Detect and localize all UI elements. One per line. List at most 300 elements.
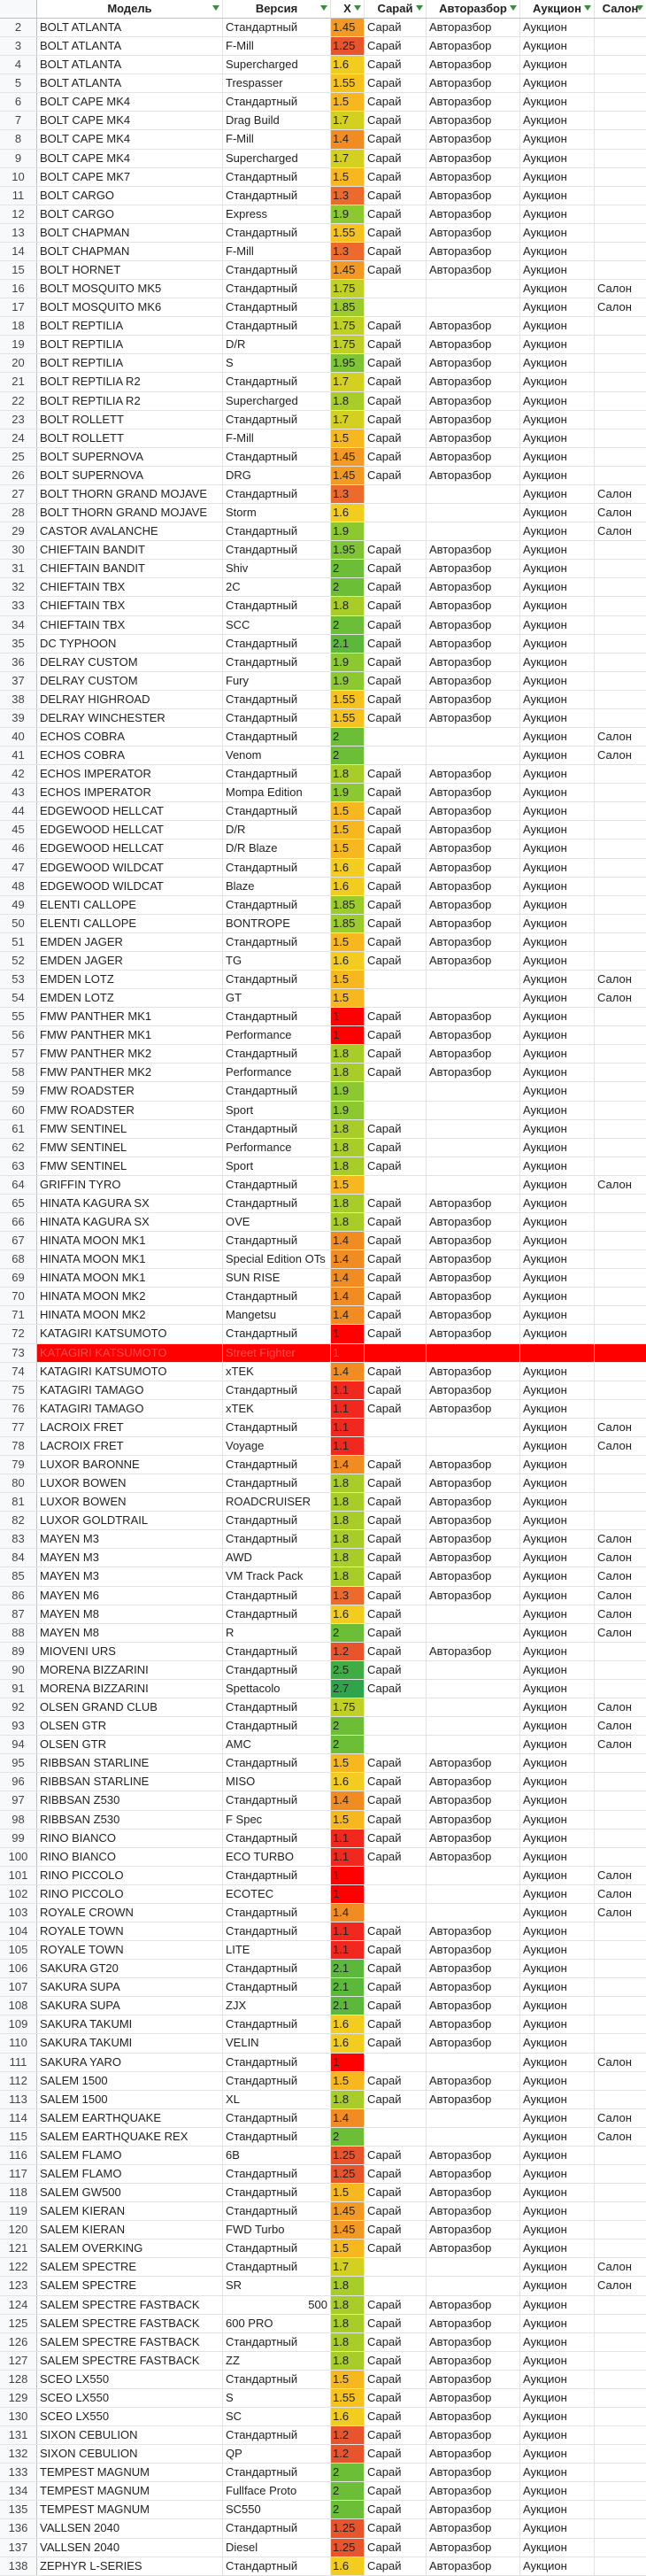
model-cell[interactable]: CHIEFTAIN TBX bbox=[37, 578, 223, 596]
salon-cell[interactable] bbox=[595, 878, 646, 895]
model-cell[interactable]: EDGEWOOD HELLCAT bbox=[37, 839, 223, 857]
x-cell[interactable]: 2.1 bbox=[331, 1960, 365, 1977]
salon-cell[interactable] bbox=[595, 467, 646, 484]
model-cell[interactable]: EMDEN JAGER bbox=[37, 933, 223, 951]
table-row[interactable] bbox=[0, 37, 646, 56]
row-number[interactable]: 112 bbox=[0, 2072, 37, 2090]
saray-cell[interactable]: Сарай bbox=[365, 1605, 427, 1623]
table-row[interactable] bbox=[0, 2501, 646, 2519]
saray-cell[interactable] bbox=[365, 1102, 427, 1119]
saray-cell[interactable]: Сарай bbox=[365, 2147, 427, 2164]
x-cell[interactable]: 1.8 bbox=[331, 2315, 365, 2332]
row-number[interactable]: 28 bbox=[0, 504, 37, 522]
version-cell[interactable]: VELIN bbox=[223, 2034, 331, 2052]
row-number[interactable]: 101 bbox=[0, 1867, 37, 1884]
x-cell[interactable]: 1.1 bbox=[331, 1941, 365, 1959]
razbor-cell[interactable] bbox=[427, 1624, 520, 1642]
saray-cell[interactable]: Сарай bbox=[365, 1549, 427, 1566]
salon-cell[interactable] bbox=[595, 93, 646, 111]
version-cell[interactable]: Стандартный bbox=[223, 709, 331, 727]
salon-cell[interactable]: Салон bbox=[597, 2110, 632, 2124]
razbor-cell[interactable]: Авторазбор bbox=[427, 839, 520, 857]
table-row[interactable] bbox=[0, 2147, 646, 2165]
saray-cell[interactable]: Сарай bbox=[365, 2072, 427, 2090]
saray-cell[interactable]: Сарай bbox=[365, 635, 427, 653]
razbor-cell[interactable]: Авторазбор bbox=[427, 1791, 520, 1809]
x-cell[interactable]: 1.8 bbox=[331, 1530, 365, 1548]
version-cell[interactable]: Стандартный bbox=[223, 859, 331, 877]
x-cell[interactable]: 1.5 bbox=[331, 93, 365, 111]
saray-cell[interactable]: Сарай bbox=[365, 2539, 427, 2557]
version-cell[interactable]: Стандартный bbox=[223, 1456, 331, 1474]
row-number[interactable]: 26 bbox=[0, 467, 37, 484]
filter-icon[interactable] bbox=[636, 5, 643, 11]
table-row[interactable] bbox=[0, 2389, 646, 2408]
x-cell[interactable]: 1.1 bbox=[331, 1922, 365, 1940]
auction-cell[interactable]: Аукцион bbox=[520, 933, 595, 951]
version-cell[interactable]: Fullface Proto bbox=[223, 2482, 331, 2500]
salon-cell[interactable] bbox=[595, 1456, 646, 1474]
razbor-cell[interactable] bbox=[427, 298, 520, 316]
model-cell[interactable]: BOLT HORNET bbox=[37, 261, 223, 279]
row-number[interactable]: 45 bbox=[0, 821, 37, 839]
table-row[interactable] bbox=[0, 1624, 646, 1643]
table-row[interactable] bbox=[0, 2165, 646, 2184]
table-row[interactable] bbox=[0, 541, 646, 560]
razbor-cell[interactable]: Авторазбор bbox=[427, 802, 520, 820]
table-row[interactable] bbox=[0, 2539, 646, 2557]
version-cell[interactable]: Shiv bbox=[223, 560, 331, 577]
auction-cell[interactable]: Аукцион bbox=[520, 2258, 595, 2276]
salon-cell[interactable] bbox=[595, 839, 646, 857]
auction-cell[interactable]: Аукцион bbox=[520, 1512, 595, 1529]
model-cell[interactable]: LUXOR BARONNE bbox=[37, 1456, 223, 1474]
table-row[interactable] bbox=[0, 597, 646, 615]
saray-cell[interactable]: Сарай bbox=[365, 1791, 427, 1809]
x-cell[interactable]: 1.8 bbox=[331, 1120, 365, 1138]
auction-cell[interactable]: Аукцион bbox=[520, 2426, 595, 2444]
model-cell[interactable]: FMW PANTHER MK2 bbox=[37, 1064, 223, 1081]
razbor-cell[interactable]: Авторазбор bbox=[427, 1549, 520, 1566]
row-number[interactable]: 133 bbox=[0, 2464, 37, 2481]
version-cell[interactable]: Стандартный bbox=[223, 2128, 331, 2146]
table-row[interactable] bbox=[0, 989, 646, 1008]
version-cell[interactable]: Sport bbox=[223, 1102, 331, 1119]
model-cell[interactable]: OLSEN GTR bbox=[37, 1717, 223, 1735]
razbor-cell[interactable]: Авторазбор bbox=[427, 2519, 520, 2537]
razbor-cell[interactable]: Авторазбор bbox=[427, 373, 520, 391]
row-number[interactable]: 48 bbox=[0, 878, 37, 895]
row-number[interactable]: 110 bbox=[0, 2034, 37, 2052]
x-cell[interactable]: 2.5 bbox=[331, 1661, 365, 1679]
razbor-cell[interactable]: Авторазбор bbox=[427, 1587, 520, 1605]
model-cell[interactable]: BOLT CAPE MK4 bbox=[37, 150, 223, 167]
x-cell[interactable]: 1.8 bbox=[331, 1493, 365, 1511]
table-row[interactable] bbox=[0, 1139, 646, 1157]
salon-cell[interactable] bbox=[595, 2221, 646, 2239]
row-number[interactable]: 52 bbox=[0, 952, 37, 970]
auction-cell[interactable]: Аукцион bbox=[520, 2015, 595, 2033]
row-number[interactable]: 84 bbox=[0, 1549, 37, 1566]
x-cell[interactable]: 1.8 bbox=[331, 1474, 365, 1492]
row-number[interactable]: 122 bbox=[0, 2258, 37, 2276]
salon-cell[interactable] bbox=[595, 261, 646, 279]
version-cell[interactable]: Стандартный bbox=[223, 2239, 331, 2257]
salon-cell[interactable] bbox=[595, 560, 646, 577]
saray-cell[interactable]: Сарай bbox=[365, 168, 427, 186]
table-row[interactable] bbox=[0, 1904, 646, 1922]
x-cell[interactable]: 1.5 bbox=[331, 839, 365, 857]
saray-cell[interactable]: Сарай bbox=[365, 1008, 427, 1025]
auction-cell[interactable]: Аукцион bbox=[520, 1997, 595, 2015]
auction-cell[interactable]: Аукцион bbox=[520, 728, 595, 746]
model-cell[interactable]: HINATA MOON MK2 bbox=[37, 1306, 223, 1324]
salon-cell[interactable]: Салон bbox=[597, 991, 632, 1005]
row-number[interactable]: 9 bbox=[0, 150, 37, 167]
row-number[interactable]: 70 bbox=[0, 1288, 37, 1305]
saray-cell[interactable]: Сарай bbox=[365, 243, 427, 260]
table-row[interactable] bbox=[0, 522, 646, 541]
auction-cell[interactable]: Аукцион bbox=[520, 859, 595, 877]
model-cell[interactable]: SALEM 1500 bbox=[37, 2091, 223, 2108]
auction-cell[interactable]: Аукцион bbox=[520, 373, 595, 391]
razbor-cell[interactable]: Авторазбор bbox=[427, 205, 520, 223]
model-cell[interactable]: HINATA KAGURA SX bbox=[37, 1213, 223, 1231]
version-cell[interactable]: 6B bbox=[223, 2147, 331, 2164]
x-cell[interactable]: 1.25 bbox=[331, 2539, 365, 2557]
salon-cell[interactable] bbox=[595, 2557, 646, 2575]
salon-cell[interactable] bbox=[595, 1120, 646, 1138]
salon-cell[interactable]: Салон bbox=[597, 1700, 632, 1714]
x-cell[interactable]: 1.6 bbox=[331, 878, 365, 895]
razbor-cell[interactable]: Авторазбор bbox=[427, 1997, 520, 2015]
saray-cell[interactable]: Сарай bbox=[365, 1643, 427, 1660]
razbor-cell[interactable]: Авторазбор bbox=[427, 952, 520, 970]
x-cell[interactable]: 1.25 bbox=[331, 2165, 365, 2183]
table-row[interactable] bbox=[0, 672, 646, 691]
model-cell[interactable]: BOLT CAPE MK4 bbox=[37, 112, 223, 129]
model-cell[interactable]: MORENA BIZZARINI bbox=[37, 1661, 223, 1679]
model-cell[interactable]: SALEM EARTHQUAKE bbox=[37, 2109, 223, 2127]
saray-cell[interactable] bbox=[365, 1736, 427, 1753]
model-cell[interactable]: SALEM GW500 bbox=[37, 2184, 223, 2201]
row-number[interactable]: 23 bbox=[0, 411, 37, 429]
x-cell[interactable]: 1.5 bbox=[331, 821, 365, 839]
model-cell[interactable]: BOLT ROLLETT bbox=[37, 411, 223, 429]
auction-cell[interactable]: Аукцион bbox=[520, 560, 595, 577]
row-number[interactable]: 31 bbox=[0, 560, 37, 577]
model-cell[interactable]: SCEO LX550 bbox=[37, 2371, 223, 2388]
x-cell[interactable]: 1.8 bbox=[331, 1549, 365, 1566]
razbor-cell[interactable] bbox=[427, 1120, 520, 1138]
x-cell[interactable]: 1.8 bbox=[331, 1064, 365, 1081]
razbor-cell[interactable] bbox=[427, 1605, 520, 1623]
version-cell[interactable]: SR bbox=[223, 2277, 331, 2294]
auction-cell[interactable]: Аукцион bbox=[520, 2371, 595, 2388]
row-number[interactable]: 58 bbox=[0, 1064, 37, 1081]
header-salon[interactable]: Салон bbox=[595, 0, 646, 18]
salon-cell[interactable] bbox=[595, 2296, 646, 2314]
version-cell[interactable]: Performance bbox=[223, 1139, 331, 1156]
model-cell[interactable]: LACROIX FRET bbox=[37, 1437, 223, 1455]
auction-cell[interactable]: Аукцион bbox=[520, 522, 595, 540]
model-cell[interactable]: FMW PANTHER MK1 bbox=[37, 1026, 223, 1044]
saray-cell[interactable]: Сарай bbox=[365, 915, 427, 932]
version-cell[interactable]: D/R bbox=[223, 336, 331, 353]
version-cell[interactable]: Стандартный bbox=[223, 1195, 331, 1212]
row-number[interactable]: 131 bbox=[0, 2426, 37, 2444]
salon-cell[interactable] bbox=[595, 1269, 646, 1287]
razbor-cell[interactable]: Авторазбор bbox=[427, 2464, 520, 2481]
saray-cell[interactable]: Сарай bbox=[365, 74, 427, 92]
razbor-cell[interactable]: Авторазбор bbox=[427, 1400, 520, 1418]
saray-cell[interactable]: Сарай bbox=[365, 765, 427, 783]
salon-cell[interactable] bbox=[595, 821, 646, 839]
x-cell[interactable]: 1.5 bbox=[331, 1754, 365, 1772]
table-row[interactable] bbox=[0, 1512, 646, 1530]
saray-cell[interactable]: Сарай bbox=[365, 1680, 427, 1698]
version-cell[interactable]: Trespasser bbox=[223, 74, 331, 92]
x-cell[interactable]: 1.7 bbox=[331, 373, 365, 391]
auction-cell[interactable]: Аукцион bbox=[520, 2109, 595, 2127]
table-row[interactable] bbox=[0, 168, 646, 187]
saray-cell[interactable] bbox=[365, 728, 427, 746]
auction-cell[interactable]: Аукцион bbox=[520, 93, 595, 111]
razbor-cell[interactable]: Авторазбор bbox=[427, 1978, 520, 1996]
row-number[interactable]: 40 bbox=[0, 728, 37, 746]
row-number[interactable]: 46 bbox=[0, 839, 37, 857]
salon-cell[interactable] bbox=[595, 187, 646, 205]
razbor-cell[interactable]: Авторазбор bbox=[427, 821, 520, 839]
x-cell[interactable]: 1.7 bbox=[331, 150, 365, 167]
auction-cell[interactable]: Аукцион bbox=[520, 37, 595, 55]
saray-cell[interactable]: Сарай bbox=[365, 1288, 427, 1305]
saray-cell[interactable]: Сарай bbox=[365, 392, 427, 410]
model-cell[interactable]: SALEM SPECTRE FASTBACK bbox=[37, 2333, 223, 2351]
model-cell[interactable]: ECHOS IMPERATOR bbox=[37, 784, 223, 801]
saray-cell[interactable]: Сарай bbox=[365, 784, 427, 801]
model-cell[interactable]: EMDEN JAGER bbox=[37, 952, 223, 970]
version-cell[interactable]: Supercharged bbox=[223, 150, 331, 167]
auction-cell[interactable]: Аукцион bbox=[520, 2389, 595, 2407]
x-cell[interactable]: 1.55 bbox=[331, 691, 365, 708]
salon-cell[interactable] bbox=[595, 2408, 646, 2425]
razbor-cell[interactable]: Авторазбор bbox=[427, 261, 520, 279]
version-cell[interactable]: Стандартный bbox=[223, 1120, 331, 1138]
model-cell[interactable]: DC TYPHOON bbox=[37, 635, 223, 653]
saray-cell[interactable]: Сарай bbox=[365, 1456, 427, 1474]
saray-cell[interactable] bbox=[365, 522, 427, 540]
x-cell[interactable]: 2 bbox=[331, 1736, 365, 1753]
razbor-cell[interactable] bbox=[427, 1157, 520, 1175]
model-cell[interactable]: ZEPHYR L-SERIES bbox=[37, 2557, 223, 2575]
auction-cell[interactable]: Аукцион bbox=[520, 1400, 595, 1418]
salon-cell[interactable]: Салон bbox=[597, 1905, 632, 1919]
model-cell[interactable]: SALEM KIERAN bbox=[37, 2202, 223, 2220]
saray-cell[interactable]: Сарай bbox=[365, 373, 427, 391]
salon-cell[interactable] bbox=[595, 635, 646, 653]
table-row[interactable] bbox=[0, 298, 646, 317]
model-cell[interactable]: BOLT REPTILIA R2 bbox=[37, 373, 223, 391]
salon-cell[interactable] bbox=[595, 1195, 646, 1212]
saray-cell[interactable]: Сарай bbox=[365, 1381, 427, 1399]
table-row[interactable] bbox=[0, 1250, 646, 1269]
table-row[interactable] bbox=[0, 373, 646, 391]
model-cell[interactable]: RIBBSAN Z530 bbox=[37, 1811, 223, 1829]
version-cell[interactable]: Стандартный bbox=[223, 2426, 331, 2444]
model-cell[interactable]: ROYALE CROWN bbox=[37, 1904, 223, 1922]
x-cell[interactable]: 1.9 bbox=[331, 784, 365, 801]
razbor-cell[interactable]: Авторазбор bbox=[427, 2072, 520, 2090]
salon-cell[interactable] bbox=[595, 354, 646, 372]
saray-cell[interactable]: Сарай bbox=[365, 2239, 427, 2257]
x-cell[interactable]: 1.5 bbox=[331, 2371, 365, 2388]
auction-cell[interactable]: Аукцион bbox=[520, 1195, 595, 1212]
model-cell[interactable]: FMW SENTINEL bbox=[37, 1120, 223, 1138]
salon-cell[interactable] bbox=[595, 37, 646, 55]
auction-cell[interactable]: Аукцион bbox=[520, 243, 595, 260]
razbor-cell[interactable]: Авторазбор bbox=[427, 1008, 520, 1025]
table-row[interactable] bbox=[0, 1400, 646, 1419]
model-cell[interactable]: BOLT REPTILIA bbox=[37, 336, 223, 353]
table-row[interactable] bbox=[0, 709, 646, 728]
razbor-cell[interactable]: Авторазбор bbox=[427, 392, 520, 410]
model-cell[interactable]: SAKURA TAKUMI bbox=[37, 2015, 223, 2033]
x-cell[interactable]: 1.8 bbox=[331, 2352, 365, 2370]
model-cell[interactable]: ELENTI CALLOPE bbox=[37, 915, 223, 932]
table-row[interactable] bbox=[0, 1830, 646, 1848]
saray-cell[interactable]: Сарай bbox=[365, 1064, 427, 1081]
razbor-cell[interactable] bbox=[427, 280, 520, 298]
x-cell[interactable]: 1.75 bbox=[331, 317, 365, 335]
model-cell[interactable]: SAKURA SUPA bbox=[37, 1997, 223, 2015]
x-cell[interactable]: 1.4 bbox=[331, 2109, 365, 2127]
saray-cell[interactable] bbox=[365, 280, 427, 298]
row-number[interactable]: 34 bbox=[0, 616, 37, 634]
x-cell[interactable]: 1.5 bbox=[331, 989, 365, 1007]
razbor-cell[interactable] bbox=[427, 1176, 520, 1194]
table-row[interactable] bbox=[0, 1848, 646, 1867]
version-cell[interactable]: F-Mill bbox=[223, 429, 331, 447]
model-cell[interactable]: DELRAY CUSTOM bbox=[37, 672, 223, 690]
table-row[interactable] bbox=[0, 1157, 646, 1176]
row-number[interactable]: 137 bbox=[0, 2539, 37, 2557]
model-cell[interactable]: BOLT THORN GRAND MOJAVE bbox=[37, 485, 223, 503]
x-cell[interactable]: 2.7 bbox=[331, 1680, 365, 1698]
version-cell[interactable]: Стандартный bbox=[223, 1325, 331, 1342]
model-cell[interactable]: BOLT ATLANTA bbox=[37, 19, 223, 36]
salon-cell[interactable] bbox=[595, 859, 646, 877]
table-row[interactable] bbox=[0, 1717, 646, 1736]
table-row[interactable] bbox=[0, 392, 646, 411]
salon-cell[interactable]: Салон bbox=[597, 971, 632, 986]
salon-cell[interactable] bbox=[595, 616, 646, 634]
x-cell[interactable]: 1.6 bbox=[331, 1605, 365, 1623]
x-cell[interactable]: 1.95 bbox=[331, 541, 365, 559]
version-cell[interactable]: Special Edition OTs bbox=[223, 1250, 331, 1268]
auction-cell[interactable]: Аукцион bbox=[520, 2519, 595, 2537]
table-row[interactable] bbox=[0, 2128, 646, 2147]
razbor-cell[interactable]: Авторазбор bbox=[427, 2239, 520, 2257]
model-cell[interactable]: SALEM 1500 bbox=[37, 2072, 223, 2090]
saray-cell[interactable]: Сарай bbox=[365, 1026, 427, 1044]
razbor-cell[interactable] bbox=[427, 1344, 520, 1362]
auction-cell[interactable]: Аукцион bbox=[520, 280, 595, 298]
x-cell[interactable]: 1.75 bbox=[331, 1698, 365, 1716]
x-cell[interactable]: 1.7 bbox=[331, 112, 365, 129]
version-cell[interactable]: SCC bbox=[223, 616, 331, 634]
salon-cell[interactable]: Салон bbox=[597, 1177, 632, 1191]
table-row[interactable] bbox=[0, 2557, 646, 2576]
table-row[interactable] bbox=[0, 130, 646, 149]
saray-cell[interactable]: Сарай bbox=[365, 654, 427, 671]
razbor-cell[interactable] bbox=[427, 504, 520, 522]
auction-cell[interactable]: Аукцион bbox=[520, 1736, 595, 1753]
razbor-cell[interactable]: Авторазбор bbox=[427, 1773, 520, 1791]
model-cell[interactable]: BOLT ROLLETT bbox=[37, 429, 223, 447]
version-cell[interactable]: Mangetsu bbox=[223, 1306, 331, 1324]
version-cell[interactable]: Стандартный bbox=[223, 1587, 331, 1605]
filter-icon[interactable] bbox=[354, 5, 361, 11]
table-row[interactable] bbox=[0, 1008, 646, 1026]
row-number[interactable]: 63 bbox=[0, 1157, 37, 1175]
model-cell[interactable]: KATAGIRI KATSUMOTO bbox=[37, 1325, 223, 1342]
saray-cell[interactable]: Сарай bbox=[365, 1830, 427, 1847]
row-number[interactable]: 39 bbox=[0, 709, 37, 727]
auction-cell[interactable]: Аукцион bbox=[520, 672, 595, 690]
salon-cell[interactable] bbox=[595, 784, 646, 801]
saray-cell[interactable]: Сарай bbox=[365, 2165, 427, 2183]
x-cell[interactable]: 1.75 bbox=[331, 336, 365, 353]
razbor-cell[interactable]: Авторазбор bbox=[427, 168, 520, 186]
model-cell[interactable]: SAKURA TAKUMI bbox=[37, 2034, 223, 2052]
saray-cell[interactable]: Сарай bbox=[365, 1120, 427, 1138]
row-number[interactable]: 95 bbox=[0, 1754, 37, 1772]
table-row[interactable] bbox=[0, 1363, 646, 1381]
x-cell[interactable]: 1.8 bbox=[331, 392, 365, 410]
table-row[interactable] bbox=[0, 56, 646, 74]
saray-cell[interactable] bbox=[365, 1419, 427, 1436]
table-row[interactable] bbox=[0, 1922, 646, 1941]
table-row[interactable] bbox=[0, 2333, 646, 2352]
auction-cell[interactable]: Аукцион bbox=[520, 130, 595, 148]
table-row[interactable] bbox=[0, 859, 646, 878]
saray-cell[interactable]: Сарай bbox=[365, 1754, 427, 1772]
row-number[interactable]: 5 bbox=[0, 74, 37, 92]
salon-cell[interactable] bbox=[595, 1773, 646, 1791]
saray-cell[interactable] bbox=[365, 1176, 427, 1194]
table-row[interactable] bbox=[0, 2445, 646, 2464]
x-cell[interactable]: 2 bbox=[331, 560, 365, 577]
x-cell[interactable]: 1.1 bbox=[331, 1400, 365, 1418]
x-cell[interactable]: 1.8 bbox=[331, 2333, 365, 2351]
auction-cell[interactable]: Аукцион bbox=[520, 2165, 595, 2183]
auction-cell[interactable]: Аукцион bbox=[520, 616, 595, 634]
row-number[interactable]: 59 bbox=[0, 1082, 37, 1100]
model-cell[interactable]: SAKURA SUPA bbox=[37, 1978, 223, 1996]
salon-cell[interactable] bbox=[595, 392, 646, 410]
razbor-cell[interactable]: Авторазбор bbox=[427, 1754, 520, 1772]
saray-cell[interactable]: Сарай bbox=[365, 205, 427, 223]
razbor-cell[interactable]: Авторазбор bbox=[427, 2426, 520, 2444]
model-cell[interactable]: EDGEWOOD WILDCAT bbox=[37, 859, 223, 877]
x-cell[interactable]: 1.8 bbox=[331, 1139, 365, 1156]
saray-cell[interactable]: Сарай bbox=[365, 187, 427, 205]
salon-cell[interactable]: Салон bbox=[597, 1606, 632, 1621]
table-row[interactable] bbox=[0, 765, 646, 784]
saray-cell[interactable]: Сарай bbox=[365, 2482, 427, 2500]
salon-cell[interactable] bbox=[595, 429, 646, 447]
